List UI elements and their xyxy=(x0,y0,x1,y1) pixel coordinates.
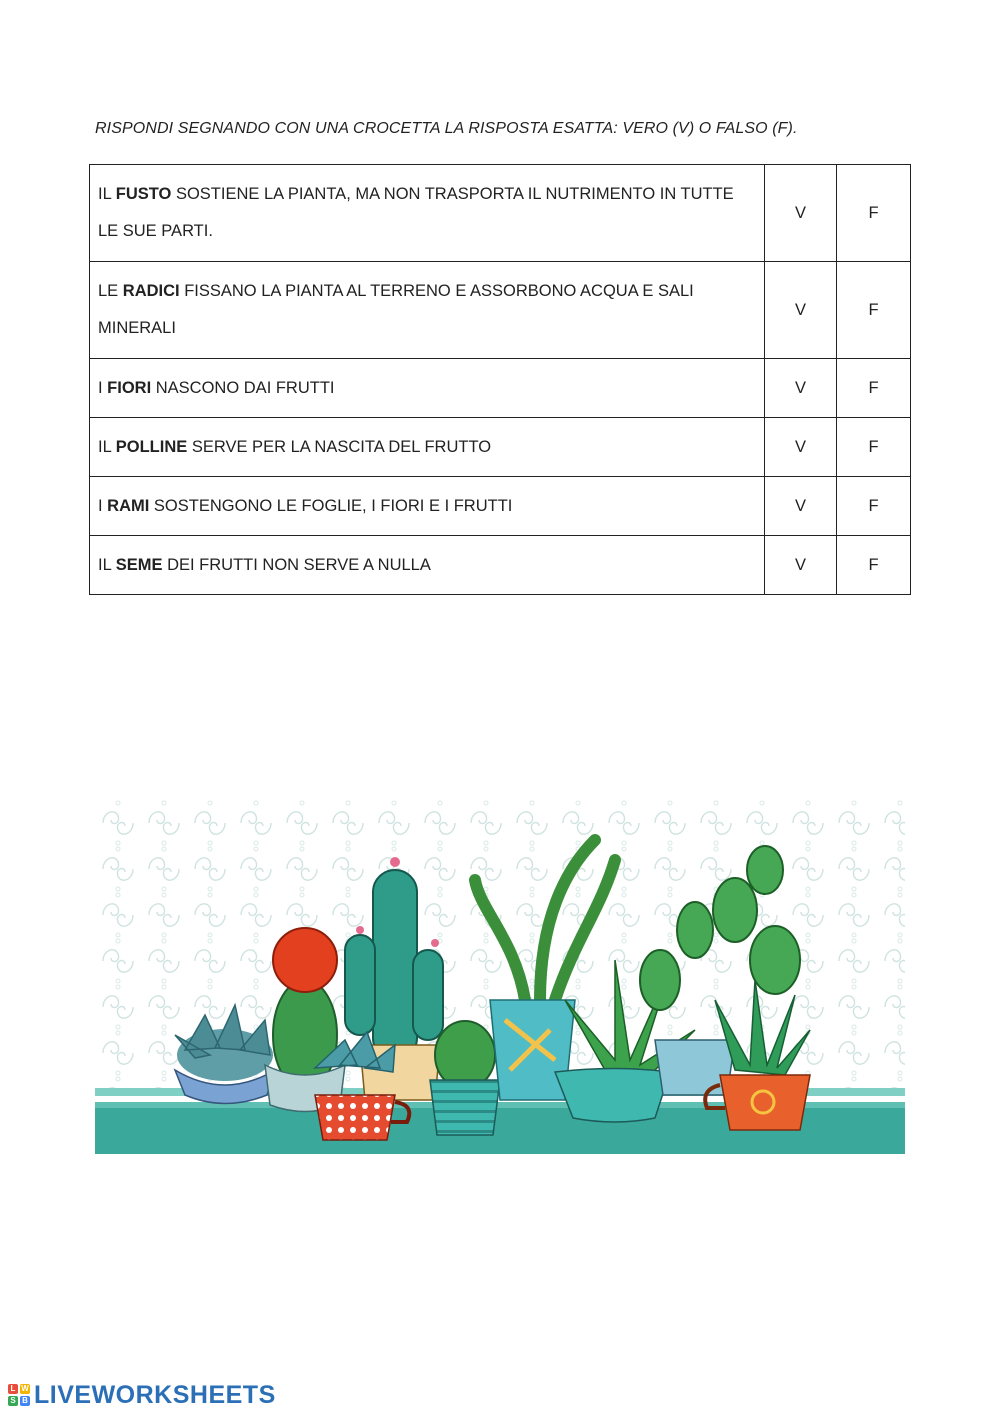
table-row xyxy=(90,418,911,477)
statement-cell: I RAMI SOSTENGONO LE FOGLIE, I FIORI E I FRUTTI xyxy=(90,477,765,536)
statement-cell: IL SEME DEI FRUTTI NON SERVE A NULLA xyxy=(90,536,765,595)
statement-cell: LE RADICI FISSANO LA PIANTA AL TERRENO E ASSORBONO ACQUA E SALI MINERALI xyxy=(90,262,765,359)
brand-name: LIVEWORKSHEETS xyxy=(34,1380,276,1409)
statement-cell: IL POLLINE SERVE PER LA NASCITA DEL FRUTTO xyxy=(90,418,765,477)
table-row xyxy=(90,262,911,359)
false-option[interactable]: F xyxy=(837,536,911,595)
true-option[interactable]: V xyxy=(765,165,837,262)
instruction-text: RISPONDI SEGNANDO CON UNA CROCETTA LA RISPOSTA ESATTA: VERO (V) O FALSO (F). xyxy=(95,120,798,137)
false-option[interactable]: F xyxy=(837,418,911,477)
logo-badge-icon: L W S B xyxy=(8,1384,30,1406)
potted-cacti-illustration xyxy=(95,800,905,1154)
false-option[interactable]: F xyxy=(837,165,911,262)
red-flower-cactus xyxy=(265,928,345,1112)
table-row xyxy=(90,477,911,536)
true-option[interactable]: V xyxy=(765,262,837,359)
statement-cell: IL FUSTO SOSTIENE LA PIANTA, MA NON TRASPORTA IL NUTRIMENTO IN TUTTE LE SUE PARTI. xyxy=(90,165,765,262)
liveworksheets-logo[interactable] xyxy=(8,1381,276,1409)
table-row xyxy=(90,165,911,262)
table-row xyxy=(90,359,911,418)
true-option[interactable]: V xyxy=(765,418,837,477)
false-option[interactable]: F xyxy=(837,262,911,359)
table-row xyxy=(90,536,911,595)
true-option[interactable]: V xyxy=(765,359,837,418)
false-option[interactable]: F xyxy=(837,477,911,536)
true-false-table xyxy=(89,164,911,595)
true-option[interactable]: V xyxy=(765,477,837,536)
true-option[interactable]: V xyxy=(765,536,837,595)
false-option[interactable]: F xyxy=(837,359,911,418)
statement-cell: I FIORI NASCONO DAI FRUTTI xyxy=(90,359,765,418)
